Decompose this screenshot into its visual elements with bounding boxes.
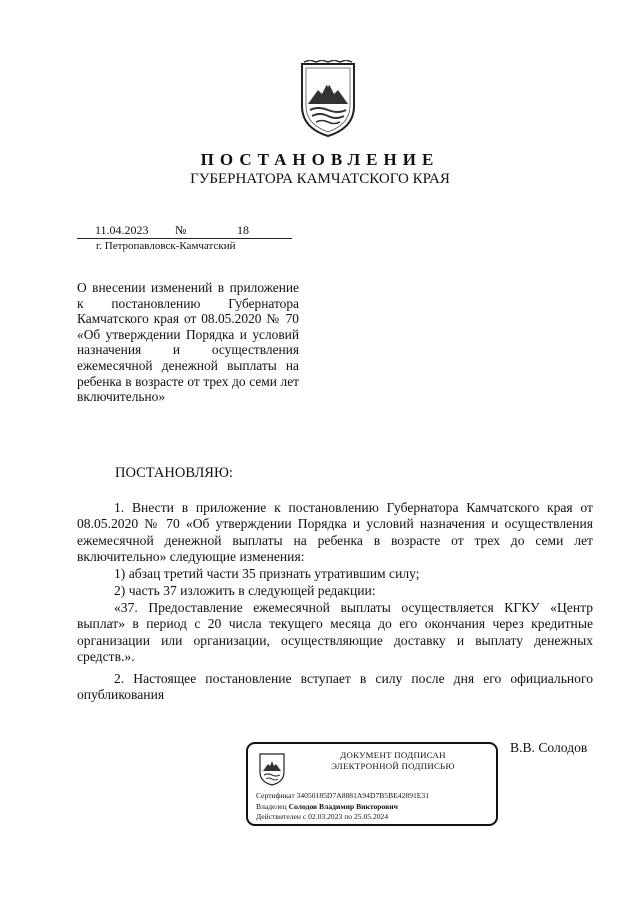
stamp-owner-line: [256, 802, 398, 811]
document-number: 18: [237, 223, 249, 237]
city-line: г. Петропавловск-Камчатский: [96, 240, 236, 252]
decree-word: ПОСТАНОВЛЯЮ:: [115, 465, 233, 481]
electronic-signature-stamp: [246, 742, 498, 826]
paragraph-4: «37. Предоставление ежемесячной выплаты осуществляется КГКУ «Центр выплат» в период с 20 числа текущего месяца до его окончания через кредитные организации или организации, осуществляющие доставку и выплату денежных средств.».: [77, 600, 593, 665]
stamp-coat-of-arms-icon: [258, 752, 286, 786]
number-sign: №: [175, 223, 187, 237]
kamchatka-coat-of-arms-icon: [298, 60, 358, 138]
date-number-row: [77, 223, 292, 239]
document-subject: О внесении изменений в приложение к постановлению Губернатора Камчатского края от 08.05.2020 № 70 «Об утверждении Порядка и условий назначения и осуществления ежемесячной денежной выплаты на ребенка в возрасте от трех до семи лет включительно»: [77, 280, 299, 405]
stamp-validity: Действителен с 02.03.2023 по 25.05.2024: [256, 812, 389, 821]
stamp-owner-name: Солодов Владимир Викторович: [288, 802, 398, 811]
stamp-owner-label: Владелец: [256, 802, 287, 811]
stamp-heading: [308, 750, 478, 772]
paragraph-5: 2. Настоящее постановление вступает в силу после дня его официального опубликования: [77, 671, 593, 703]
paragraph-3: 2) часть 37 изложить в следующей редакции:: [114, 583, 376, 598]
document-title: ПОСТАНОВЛЕНИЕ: [200, 150, 440, 169]
document-subtitle: ГУБЕРНАТОРА КАМЧАТСКОГО КРАЯ: [190, 171, 450, 187]
document-date: 11.04.2023: [95, 223, 149, 237]
paragraph-1: 1. Внести в приложение к постановлению Губернатора Камчатского края от 08.05.2020 № 70 «Об утверждении Порядка и условий назначения и осуществления ежемесячной денежной выплаты на ребенка в возрасте от трех до семи лет включительно» следующие изменения:: [77, 500, 593, 565]
signer-name: В.В. Солодов: [510, 740, 588, 755]
stamp-heading-line-2: ЭЛЕКТРОННОЙ ПОДПИСЬЮ: [331, 761, 455, 771]
stamp-heading-line-1: ДОКУМЕНТ ПОДПИСАН: [340, 750, 446, 760]
paragraph-2: 1) абзац третий части 35 признать утратившим силу;: [114, 566, 420, 581]
stamp-certificate: Сертификат 34050185D7A8881A94D7B5BE42891E31: [256, 791, 430, 800]
